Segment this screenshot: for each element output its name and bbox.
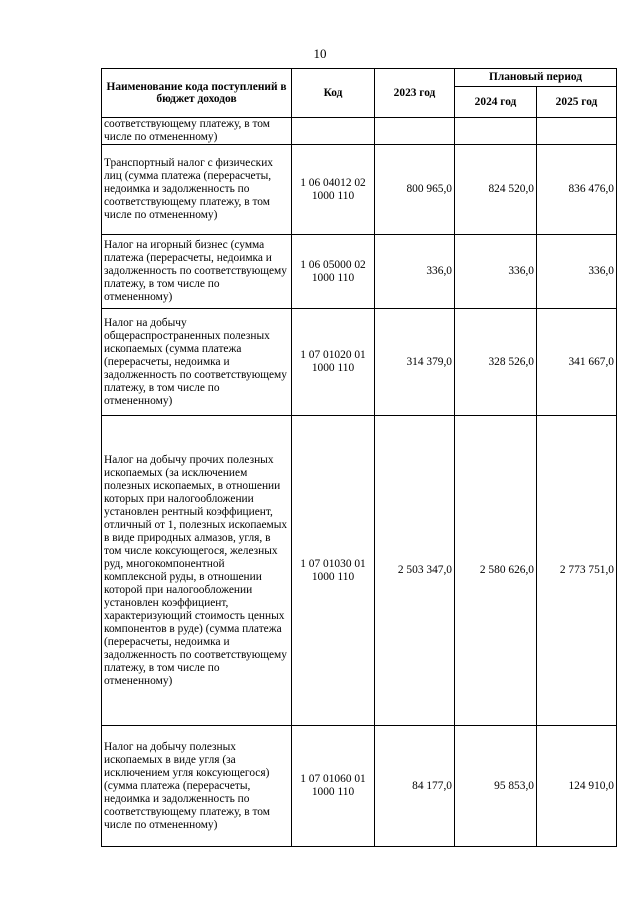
row-name: Налог на добычу полезных ископаемых в виде угля (за исключением угля коксующегося) (сумма платежа (перерасчеты, недоимка и задолженность по соответствующему платежу, в том числе по отмененному) (102, 726, 292, 847)
row-value-2024: 824 520,0 (455, 145, 537, 235)
row-value-2023: 800 965,0 (375, 145, 455, 235)
row-value-2025: 124 910,0 (537, 726, 617, 847)
row-code: 1 07 01020 01 1000 110 (292, 309, 375, 416)
budget-revenue-table (101, 68, 617, 847)
row-value-2024 (455, 118, 537, 145)
row-value-2024: 328 526,0 (455, 309, 537, 416)
header-year-2025: 2025 год (537, 87, 617, 118)
table-row (102, 726, 617, 847)
table-row (102, 235, 617, 309)
table-row (102, 309, 617, 416)
header-code: Код (292, 69, 375, 118)
row-code: 1 06 04012 02 1000 110 (292, 145, 375, 235)
header-year-2024: 2024 год (455, 87, 537, 118)
row-name: соответствующему платежу, в том числе по отмененному) (102, 118, 292, 145)
row-name: Транспортный налог с физических лиц (сумма платежа (перерасчеты, недоимка и задолженность по соответствующему платежу, в том числе по отмененному) (102, 145, 292, 235)
row-name: Налог на добычу прочих полезных ископаемых (за исключением полезных ископаемых, в отношении которых при налогообложении установлен рентный коэффициент, отличный от 1, полезных ископаемых в виде природных алмазов, угля, в том числе коксующегося, железных руд, многокомпонентной комплексной руды, в отношении которой при налогообложении установлен коэффициент, характеризующий стоимость ценных компонентов в руде) (сумма платежа (перерасчеты, недоимка и задолженность по соответствующему платежу, в том числе по отмененному) (102, 416, 292, 726)
page-number: 10 (313, 46, 327, 61)
row-value-2025: 2 773 751,0 (537, 416, 617, 726)
row-value-2025: 341 667,0 (537, 309, 617, 416)
row-code: 1 07 01030 01 1000 110 (292, 416, 375, 726)
row-value-2025: 836 476,0 (537, 145, 617, 235)
row-value-2025 (537, 118, 617, 145)
table-header (102, 69, 617, 118)
row-value-2023: 314 379,0 (375, 309, 455, 416)
row-value-2024: 2 580 626,0 (455, 416, 537, 726)
header-name: Наименование кода поступлений в бюджет доходов (102, 69, 292, 118)
header-plan-period: Плановый период (455, 69, 617, 87)
table-row (102, 416, 617, 726)
row-value-2024: 95 853,0 (455, 726, 537, 847)
header-year-2023: 2023 год (375, 69, 455, 118)
table-row (102, 145, 617, 235)
row-code: 1 07 01060 01 1000 110 (292, 726, 375, 847)
row-value-2023: 84 177,0 (375, 726, 455, 847)
row-value-2025: 336,0 (537, 235, 617, 309)
row-value-2023: 2 503 347,0 (375, 416, 455, 726)
row-value-2023: 336,0 (375, 235, 455, 309)
table-row (102, 118, 617, 145)
row-name: Налог на добычу общераспространенных полезных ископаемых (сумма платежа (перерасчеты, недоимка и задолженность по соответствующему платежу, в том числе по отмененному) (102, 309, 292, 416)
row-name: Налог на игорный бизнес (сумма платежа (перерасчеты, недоимка и задолженность по соответствующему платежу, в том числе по отмененному) (102, 235, 292, 309)
row-value-2023 (375, 118, 455, 145)
row-value-2024: 336,0 (455, 235, 537, 309)
row-code (292, 118, 375, 145)
row-code: 1 06 05000 02 1000 110 (292, 235, 375, 309)
